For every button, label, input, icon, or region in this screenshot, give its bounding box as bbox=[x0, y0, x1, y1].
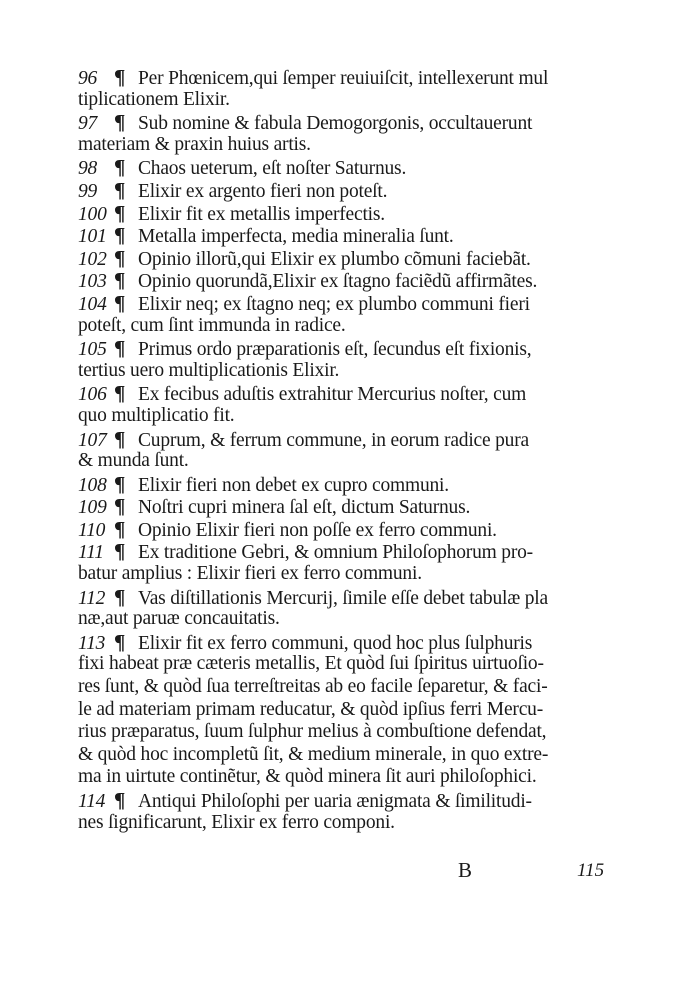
line-text: rius præparatus, ſuum ſulphur melius à combuſtione defendat, bbox=[78, 721, 547, 743]
line-text: Opinio illorũ,qui Elixir ex plumbo cõmuni faciebãt. bbox=[138, 248, 531, 270]
paragraph-mark-icon: ¶ bbox=[114, 539, 126, 564]
continuation-line bbox=[78, 676, 623, 699]
aphorism-line bbox=[78, 292, 623, 315]
aphorism-line bbox=[78, 473, 623, 496]
line-text: Sub nomine & fabula Demogorgonis, occultauerunt bbox=[138, 113, 533, 135]
paragraph-mark-icon: ¶ bbox=[114, 381, 126, 406]
paragraph-mark-icon: ¶ bbox=[114, 336, 126, 361]
line-text: Opinio Elixir fieri non poſſe ex ferro communi. bbox=[138, 519, 497, 541]
aphorism-number: 101 bbox=[78, 226, 107, 248]
line-text: næ,aut paruæ concauitatis. bbox=[78, 608, 280, 630]
continuation-line bbox=[78, 608, 623, 631]
aphorism-line bbox=[78, 382, 623, 405]
continuation-line bbox=[78, 134, 623, 157]
continuation-line bbox=[78, 450, 623, 473]
aphorism-number: 98 bbox=[78, 158, 98, 180]
paragraph-mark-icon: ¶ bbox=[114, 788, 126, 812]
aphorism-number: 106 bbox=[78, 384, 107, 406]
line-text: Ex fecibus aduſtis extrahitur Mercurius noſter, cum bbox=[138, 384, 527, 406]
aphorism-line bbox=[78, 179, 623, 202]
line-text: Vas diſtillationis Mercurij, ſimile eſſe debet tabulæ pla bbox=[138, 587, 548, 609]
line-text: ma in uirtute continẽtur, & quòd minera ſit auri philoſophici. bbox=[78, 766, 537, 788]
line-text: poteſt, cum ſint immunda in radice. bbox=[78, 314, 346, 336]
line-text: tertius uero multiplicationis Elixir. bbox=[78, 359, 340, 381]
aphorism-number: 112 bbox=[78, 587, 106, 609]
aphorism-number: 103 bbox=[78, 271, 107, 293]
line-text: Antiqui Philoſophi per uaria ænigmata & ſimilitudi- bbox=[138, 791, 532, 812]
continuation-line bbox=[78, 744, 623, 767]
line-text: Elixir ex argento fieri non poteſt. bbox=[138, 180, 388, 202]
paragraph-mark-icon: ¶ bbox=[114, 426, 126, 451]
continuation-line bbox=[78, 653, 623, 676]
paragraph-mark-icon: ¶ bbox=[114, 245, 126, 270]
paragraph-mark-icon: ¶ bbox=[114, 471, 126, 496]
line-text: Opinio quorundã,Elixir ex ſtagno faciẽdũ affirmãtes. bbox=[138, 271, 538, 293]
continuation-line bbox=[78, 766, 623, 789]
signature-mark: B bbox=[458, 858, 473, 882]
line-text: Noſtri cupri minera ſal eſt, dictum Saturnus. bbox=[138, 497, 471, 519]
paragraph-mark-icon: ¶ bbox=[114, 494, 126, 519]
aphorism-line bbox=[78, 224, 623, 247]
line-text: le ad materiam primam reducatur, & quòd ipſius ferri Mercu- bbox=[78, 698, 543, 720]
aphorism-number: 105 bbox=[78, 339, 107, 361]
aphorism-line bbox=[78, 111, 623, 134]
continuation-line bbox=[78, 721, 623, 744]
aphorism-line bbox=[78, 66, 623, 89]
paragraph-mark-icon: ¶ bbox=[114, 290, 126, 315]
aphorism-number: 113 bbox=[78, 632, 106, 654]
aphorism-number: 114 bbox=[78, 791, 106, 812]
aphorism-number: 111 bbox=[78, 542, 104, 564]
line-text: res ſunt, & quòd ſua terreſtreitas ab eo facile ſeparetur, & faci- bbox=[78, 676, 548, 698]
line-text: fixi habeat præ cæteris metallis, Et quòd ſui ſpiritus uirtuoſio- bbox=[78, 653, 544, 675]
aphorism-line bbox=[78, 202, 623, 225]
continuation-line bbox=[78, 360, 623, 383]
aphorism-number: 104 bbox=[78, 293, 107, 315]
line-text: tiplicationem Elixir. bbox=[78, 88, 230, 110]
paragraph-mark-icon: ¶ bbox=[114, 516, 126, 541]
line-text: Elixir fit ex metallis imperfectis. bbox=[138, 203, 385, 225]
aphorism-line bbox=[78, 540, 623, 563]
paragraph-mark-icon: ¶ bbox=[114, 65, 126, 89]
aphorism-line bbox=[78, 518, 623, 541]
line-text: Elixir neq; ex ſtagno neq; ex plumbo communi fieri bbox=[138, 293, 530, 315]
aphorism-number: 102 bbox=[78, 248, 107, 270]
aphorism-line bbox=[78, 247, 623, 270]
aphorism-number: 99 bbox=[78, 180, 98, 202]
aphorism-line bbox=[78, 631, 623, 654]
aphorism-line bbox=[78, 495, 623, 518]
line-text: Elixir fieri non debet ex cupro communi. bbox=[138, 474, 449, 496]
text-block bbox=[78, 66, 623, 834]
paragraph-mark-icon: ¶ bbox=[114, 268, 126, 293]
aphorism-line bbox=[78, 269, 623, 292]
aphorism-number: 109 bbox=[78, 497, 107, 519]
paragraph-mark-icon: ¶ bbox=[114, 155, 126, 180]
line-text: Per Phœnicem,qui ſemper reuiuiſcit, intellexerunt mul bbox=[138, 68, 549, 89]
aphorism-line bbox=[78, 586, 623, 609]
paragraph-mark-icon: ¶ bbox=[114, 200, 126, 225]
paragraph-mark-icon: ¶ bbox=[114, 177, 126, 202]
continuation-line bbox=[78, 315, 623, 338]
aphorism-number: 110 bbox=[78, 519, 106, 541]
aphorism-number: 100 bbox=[78, 203, 107, 225]
aphorism-number: 97 bbox=[78, 113, 98, 135]
paragraph-mark-icon: ¶ bbox=[114, 584, 126, 609]
line-text: & munda ſunt. bbox=[78, 450, 189, 472]
line-text: Chaos ueterum, eſt noſter Saturnus. bbox=[138, 158, 407, 180]
folio-number: 115 bbox=[577, 860, 605, 881]
line-text: Elixir fit ex ferro communi, quod hoc plus ſulphuris bbox=[138, 632, 533, 654]
line-text: nes ſignificarunt, Elixir ex ferro componi. bbox=[78, 811, 395, 833]
line-text: Cuprum, & ferrum commune, in eorum radice pura bbox=[138, 429, 529, 451]
aphorism-line bbox=[78, 156, 623, 179]
continuation-line bbox=[78, 89, 623, 112]
aphorism-line bbox=[78, 789, 623, 812]
aphorism-number: 96 bbox=[78, 68, 98, 89]
line-text: batur amplius : Elixir fieri ex ferro communi. bbox=[78, 563, 422, 585]
line-text: Primus ordo præparationis eſt, ſecundus eſt fixionis, bbox=[138, 339, 532, 361]
line-text: materiam & praxin huius artis. bbox=[78, 133, 311, 155]
line-text: Metalla imperfecta, media mineralia ſunt. bbox=[138, 226, 454, 248]
continuation-line bbox=[78, 563, 623, 586]
continuation-line bbox=[78, 699, 623, 722]
aphorism-line bbox=[78, 428, 623, 451]
paragraph-mark-icon: ¶ bbox=[114, 223, 126, 248]
aphorism-number: 107 bbox=[78, 429, 107, 451]
paragraph-mark-icon: ¶ bbox=[114, 110, 126, 135]
paragraph-mark-icon: ¶ bbox=[114, 629, 126, 654]
continuation-line bbox=[78, 405, 623, 428]
line-text: & quòd hoc incompletũ ſit, & medium minerale, in quo extre- bbox=[78, 743, 549, 765]
aphorism-line bbox=[78, 337, 623, 360]
line-text: Ex traditione Gebri, & omnium Philoſophorum pro- bbox=[138, 542, 533, 564]
aphorism-number: 108 bbox=[78, 474, 107, 496]
line-text: quo multiplicatio fit. bbox=[78, 404, 235, 426]
continuation-line bbox=[78, 812, 623, 835]
